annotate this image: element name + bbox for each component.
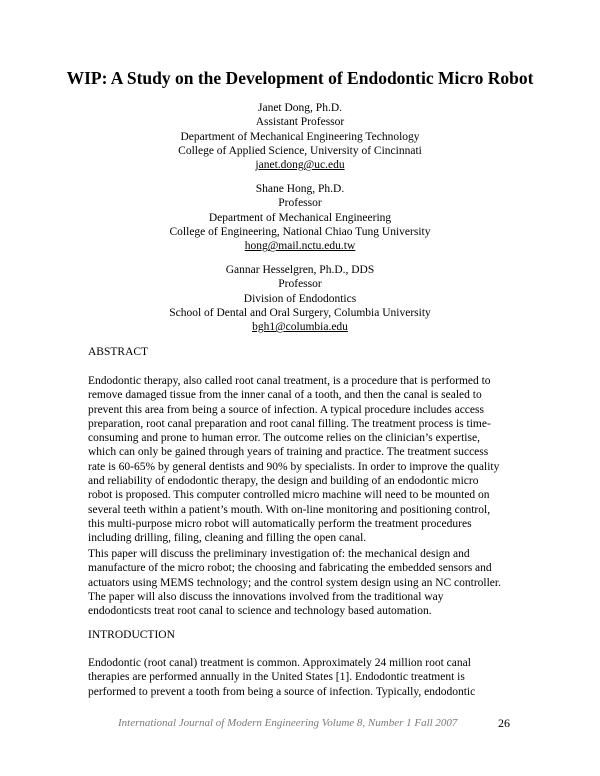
abstract-paragraph-1 <box>88 374 528 546</box>
author-name: Shane Hong, Ph.D. <box>255 183 345 195</box>
text-line: preparation, root canal preparation and root canal filling. The treatment process is time- <box>88 417 491 430</box>
text-line: remove damaged tissue from the inner canal of a tooth, and then the canal is sealed to <box>88 389 482 402</box>
author-position: Professor <box>278 278 322 291</box>
text-line: robot is proposed. This computer controlled micro machine will need to be mounted on <box>88 489 490 502</box>
abstract-heading: ABSTRACT <box>88 346 149 358</box>
text-line: This paper will discuss the preliminary investigation of: the mechanical design and <box>88 548 470 560</box>
text-line: several teeth within a patient’s mouth. With on-line monitoring and positioning control, <box>88 503 491 516</box>
author-name: Janet Dong, Ph.D. <box>257 102 342 114</box>
text-line: actuators using MEMS technology; and the control system design using an NC controller. <box>88 576 501 589</box>
journal-footer: International Journal of Modern Engineering Volume 8, Number 1 Fall 2007 <box>118 717 458 729</box>
author-block-3 <box>0 263 600 334</box>
author-position: Professor <box>278 197 322 210</box>
text-line: therapies are performed annually in the United States [1]. Endodontic treatment is <box>88 671 465 684</box>
text-line: consuming and prone to human error. The outcome relies on the clinician’s expertise, <box>88 432 480 445</box>
introduction-heading: INTRODUCTION <box>88 629 175 641</box>
author-institution: College of Engineering, National Chiao Tung University <box>169 225 431 238</box>
author-email-link[interactable]: bgh1@columbia.edu <box>252 321 348 334</box>
text-line: prevent this area from being a source of infection. A typical procedure includes access <box>88 403 484 416</box>
text-line: including drilling, filing, cleaning and filling the open canal. <box>88 532 367 545</box>
text-line: Endodontic therapy, also called root canal treatment, is a procedure that is performed to <box>88 375 491 387</box>
text-line: this multi-purpose micro robot will automatically perform the treatment procedures <box>88 517 472 530</box>
author-department: Department of Mechanical Engineering <box>208 211 392 224</box>
author-email-link[interactable]: janet.dong@uc.edu <box>255 159 345 172</box>
paper-title: WIP: A Study on the Development of Endodontic Micro Robot <box>66 68 534 88</box>
text-line: which can only be gained through years of training and practice. The treatment success <box>88 446 489 459</box>
text-line: manufacture of the micro robot; the choosing and fabricating the embedded sensors and <box>88 562 492 575</box>
author-position: Assistant Professor <box>255 116 345 129</box>
author-institution: College of Applied Science, University of Cincinnati <box>178 144 422 157</box>
text-line: and reliability of endodontic therapy, the design and building of an endodontic micro <box>88 475 479 488</box>
text-line: The paper will also discuss the innovations involved from the traditional way <box>88 590 444 603</box>
author-email-link[interactable]: hong@mail.nctu.edu.tw <box>244 240 356 253</box>
page-number: 26 <box>498 716 510 730</box>
author-department: Division of Endodontics <box>243 292 357 305</box>
author-department: Department of Mechanical Engineering Technology <box>180 130 420 143</box>
text-line: rate is 60-65% by general dentists and 90% by specialists. In order to improve the quality <box>88 460 500 473</box>
author-institution: School of Dental and Oral Surgery, Columbia University <box>169 306 431 319</box>
text-line: performed to prevent a tooth from being a source of infection. Typically, endodontic <box>88 685 476 698</box>
introduction-paragraph-1 <box>88 656 528 699</box>
author-name: Gannar Hesselgren, Ph.D., DDS <box>225 264 375 276</box>
abstract-paragraph-2 <box>88 547 528 618</box>
author-block-2 <box>0 182 600 253</box>
text-line: Endodontic (root canal) treatment is common. Approximately 24 million root canal <box>88 657 471 669</box>
author-block-1 <box>0 101 600 172</box>
text-line: endodonticsts treat root canal to science and technology based automation. <box>88 605 432 618</box>
